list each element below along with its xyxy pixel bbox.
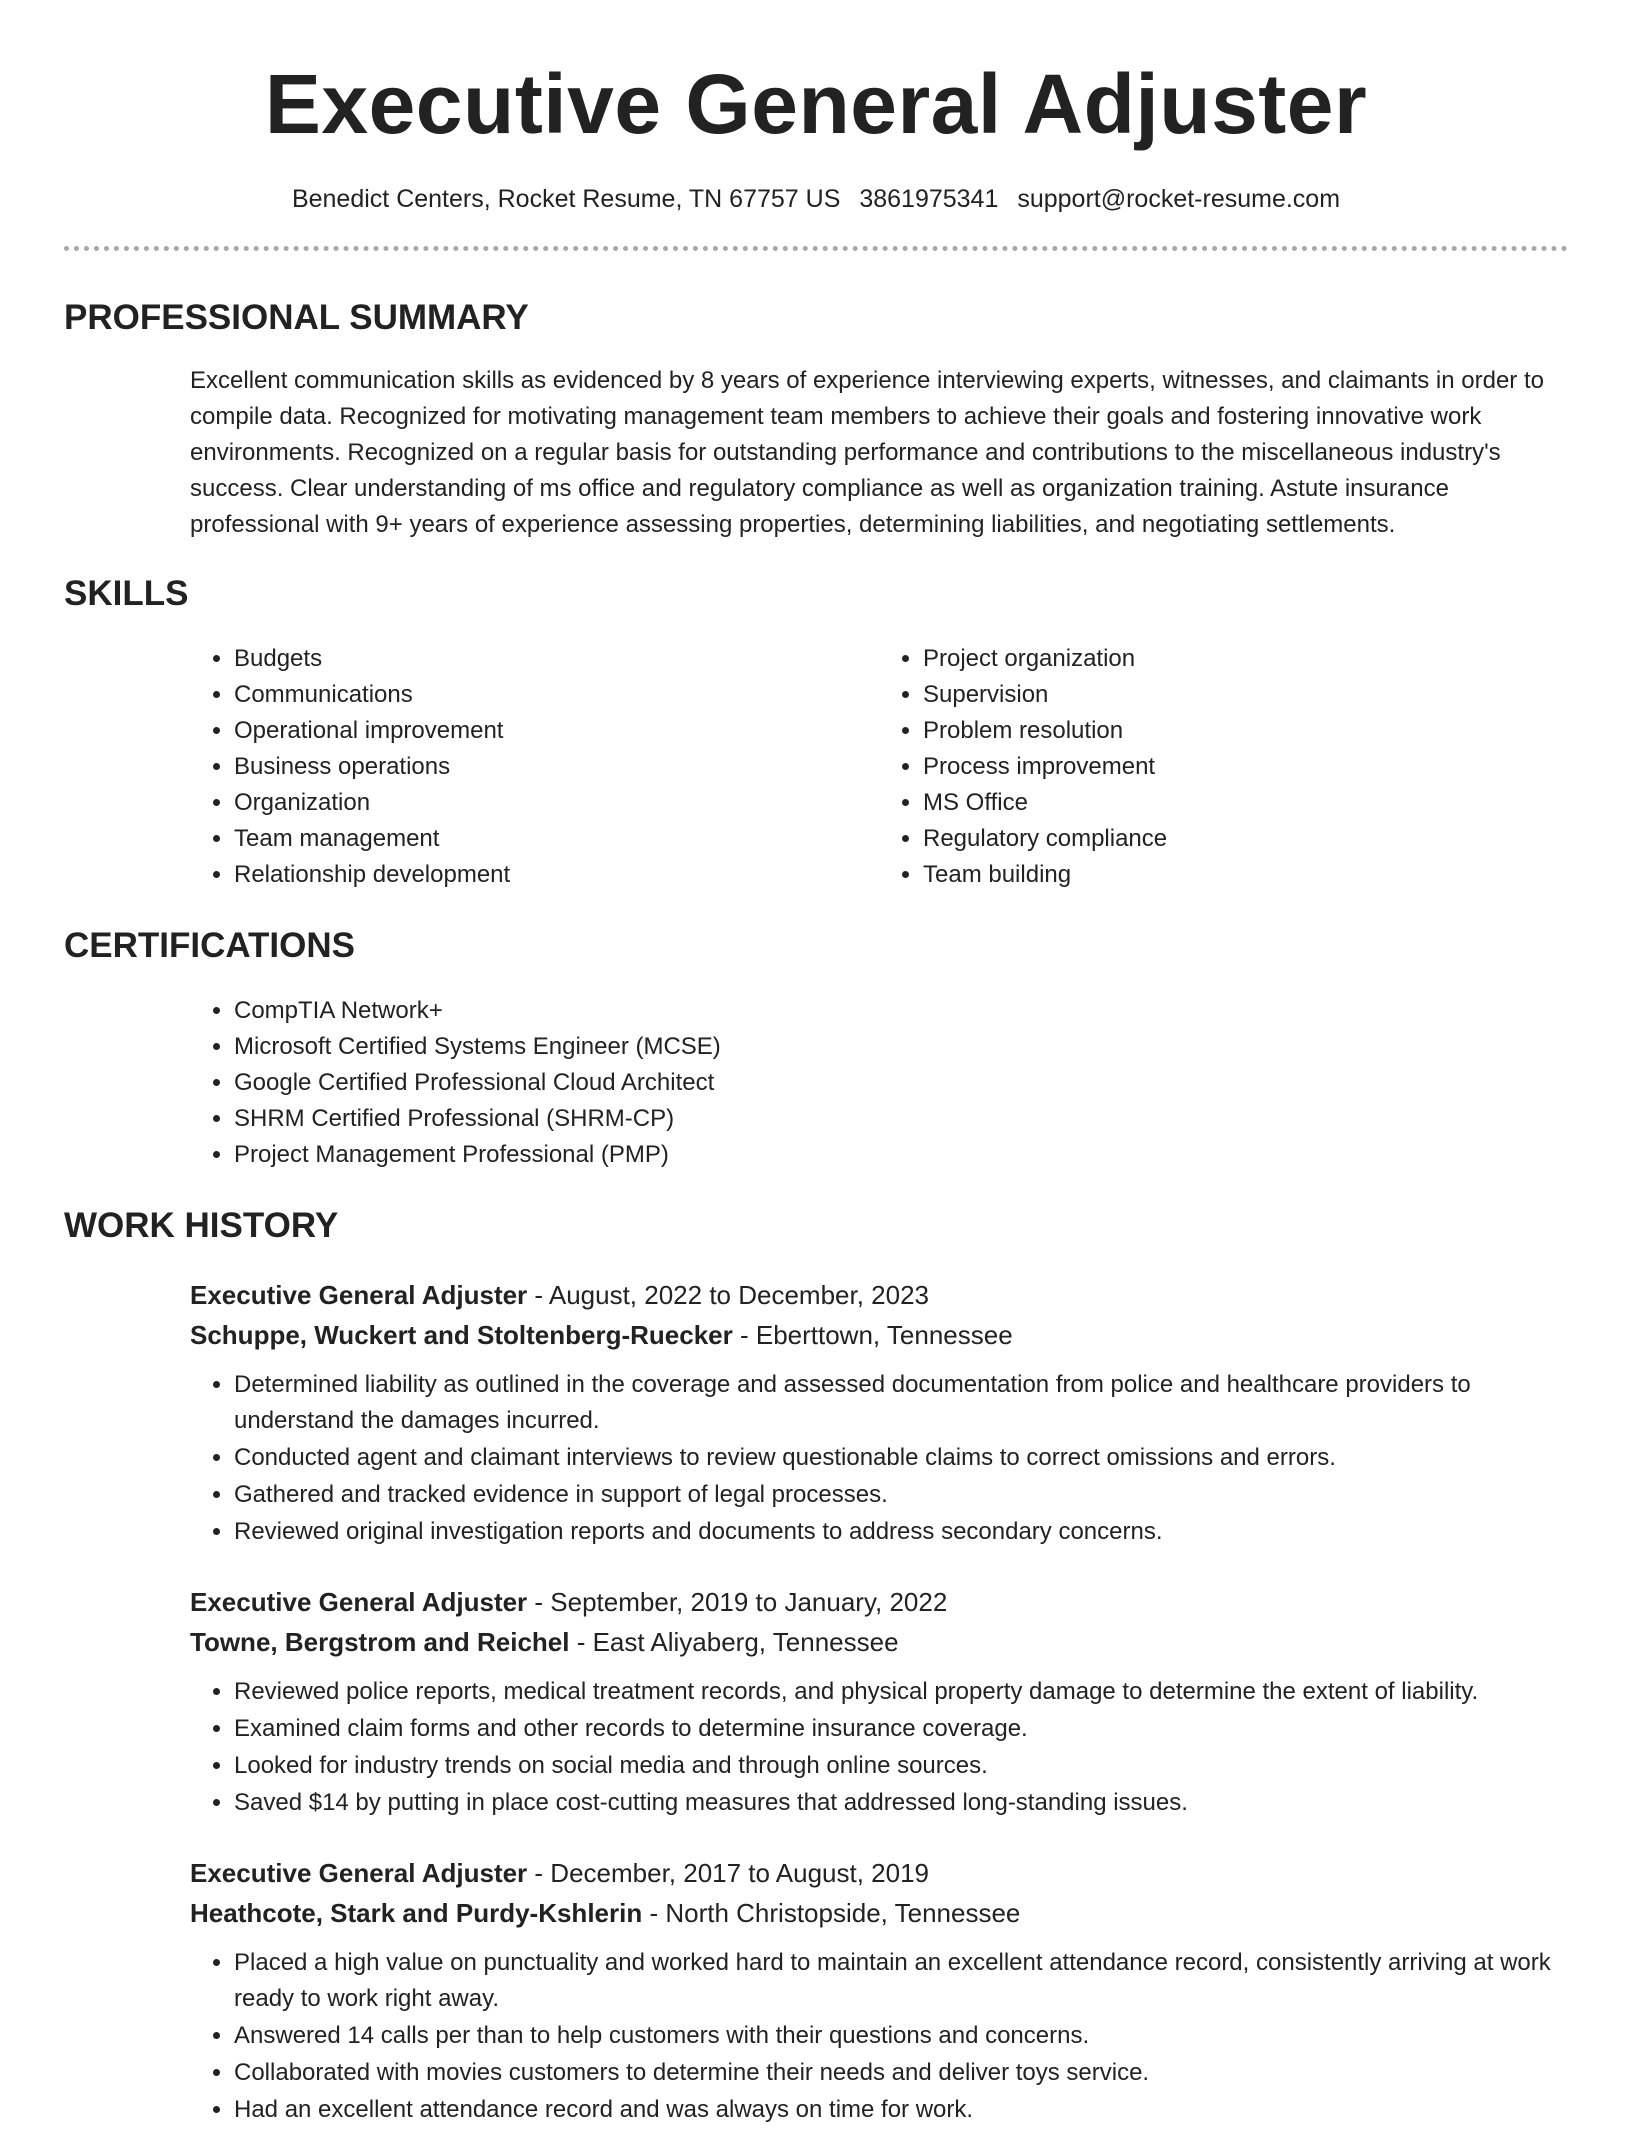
job-bullet-list: [190, 1945, 1568, 2128]
certification-item: • CompTIA Network+: [234, 993, 1568, 1029]
contact-phone: 3861975341: [859, 185, 999, 213]
job-bullet: • Placed a high value on punctuality and worked hard to maintain an excellent attendance record, consistently arriving at work ready to work right away.: [234, 1945, 1568, 2017]
job-role: Executive General Adjuster: [190, 1587, 528, 1617]
job-bullet: • Answered 14 calls per than to help customers with their questions and concerns.: [234, 2018, 1568, 2054]
skills-heading: SKILLS: [64, 574, 189, 613]
job-dates: - August, 2022 to December, 2023: [527, 1280, 930, 1310]
skill-item: • Organization: [234, 785, 879, 821]
skill-item: • Supervision: [923, 677, 1568, 713]
skills-section: [64, 571, 1568, 893]
job-entry: [190, 1275, 1568, 1550]
job-bullet: • Conducted agent and claimant interviews to review questionable claims to correct omissions and errors.: [234, 1440, 1568, 1476]
header-divider: [64, 246, 1568, 251]
job-entry: [190, 1853, 1568, 2128]
job-bullet: • Reviewed original investigation reports and documents to address secondary concerns.: [234, 1514, 1568, 1550]
certification-item: • SHRM Certified Professional (SHRM-CP): [234, 1101, 1568, 1137]
job-company-line: [190, 1893, 1568, 1933]
skill-item: • Regulatory compliance: [923, 821, 1568, 857]
skill-item: • Project organization: [923, 641, 1568, 677]
skill-item: • Relationship development: [234, 857, 879, 893]
job-company: Heathcote, Stark and Purdy-Kshlerin: [190, 1898, 643, 1928]
certifications-heading: CERTIFICATIONS: [64, 926, 356, 965]
skills-grid: [190, 641, 1568, 893]
summary-section: [64, 295, 1568, 543]
job-role: Executive General Adjuster: [190, 1280, 528, 1310]
job-title-line: [190, 1853, 1568, 1893]
work-history-heading: WORK HISTORY: [64, 1206, 339, 1245]
job-bullet-list: [190, 1367, 1568, 1550]
certification-item: • Microsoft Certified Systems Engineer (MCSE): [234, 1029, 1568, 1065]
skill-item: • Problem resolution: [923, 713, 1568, 749]
job-company: Towne, Bergstrom and Reichel: [190, 1627, 570, 1657]
job-dates: - September, 2019 to January, 2022: [527, 1587, 948, 1617]
job-company: Schuppe, Wuckert and Stoltenberg-Ruecker: [190, 1320, 733, 1350]
certifications-section: [64, 923, 1568, 1173]
job-bullet: • Determined liability as outlined in the coverage and assessed documentation from police and healthcare providers to understand the damages incurred.: [234, 1367, 1568, 1439]
job-bullet: • Collaborated with movies customers to determine their needs and deliver toys service.: [234, 2055, 1568, 2091]
job-company-line: [190, 1622, 1568, 1662]
skills-right-list: [879, 641, 1568, 893]
job-entry: [190, 1582, 1568, 1821]
skill-item: • Team building: [923, 857, 1568, 893]
job-company-line: [190, 1315, 1568, 1355]
skill-item: • Team management: [234, 821, 879, 857]
job-bullet: • Reviewed police reports, medical treatment records, and physical property damage to determine the extent of liability.: [234, 1674, 1568, 1710]
job-bullet: • Gathered and tracked evidence in support of legal processes.: [234, 1477, 1568, 1513]
resume-name: Executive General Adjuster: [264, 57, 1368, 151]
contact-email: support@rocket-resume.com: [1017, 185, 1341, 213]
skill-item: • MS Office: [923, 785, 1568, 821]
summary-text: Excellent communication skills as evidenced by 8 years of experience interviewing experts, witnesses, and claimants in order to compile data. Recognized for motivating management team members to achieve their goals and fostering innovative work environments. Recognized on a regular basis for outstanding performance and contributions to the miscellaneous industry's success. Clear understanding of ms office and regulatory compliance as well as organization training. Astute insurance professional with 9+ years of experience assessing properties, determining liabilities, and negotiating settlements.: [190, 367, 1544, 538]
skill-item: • Budgets: [234, 641, 879, 677]
skill-item: • Process improvement: [923, 749, 1568, 785]
work-history-section: [64, 1203, 1568, 2128]
certification-item: • Google Certified Professional Cloud Architect: [234, 1065, 1568, 1101]
job-role: Executive General Adjuster: [190, 1858, 528, 1888]
skills-left-list: [190, 641, 879, 893]
resume-page: [64, 0, 1568, 2129]
job-location: - North Christopside, Tennessee: [642, 1898, 1021, 1928]
contact-address: Benedict Centers, Rocket Resume, TN 67757 US: [291, 185, 841, 213]
skill-item: • Communications: [234, 677, 879, 713]
job-location: - East Aliyaberg, Tennessee: [569, 1627, 899, 1657]
job-bullet-list: [190, 1674, 1568, 1821]
job-dates: - December, 2017 to August, 2019: [527, 1858, 930, 1888]
skill-item: • Operational improvement: [234, 713, 879, 749]
job-location: - Eberttown, Tennessee: [732, 1320, 1013, 1350]
job-bullet: • Saved $14 by putting in place cost-cutting measures that addressed long-standing issues.: [234, 1785, 1568, 1821]
job-title-line: [190, 1275, 1568, 1315]
job-bullet: • Examined claim forms and other records to determine insurance coverage.: [234, 1711, 1568, 1747]
job-bullet: • Had an excellent attendance record and was always on time for work.: [234, 2092, 1568, 2128]
certifications-list: [190, 993, 1568, 1173]
job-title-line: [190, 1582, 1568, 1622]
skill-item: • Business operations: [234, 749, 879, 785]
job-bullet: • Looked for industry trends on social media and through online sources.: [234, 1748, 1568, 1784]
certification-item: • Project Management Professional (PMP): [234, 1137, 1568, 1173]
contact-line: [64, 182, 1568, 216]
summary-heading: PROFESSIONAL SUMMARY: [64, 298, 529, 337]
